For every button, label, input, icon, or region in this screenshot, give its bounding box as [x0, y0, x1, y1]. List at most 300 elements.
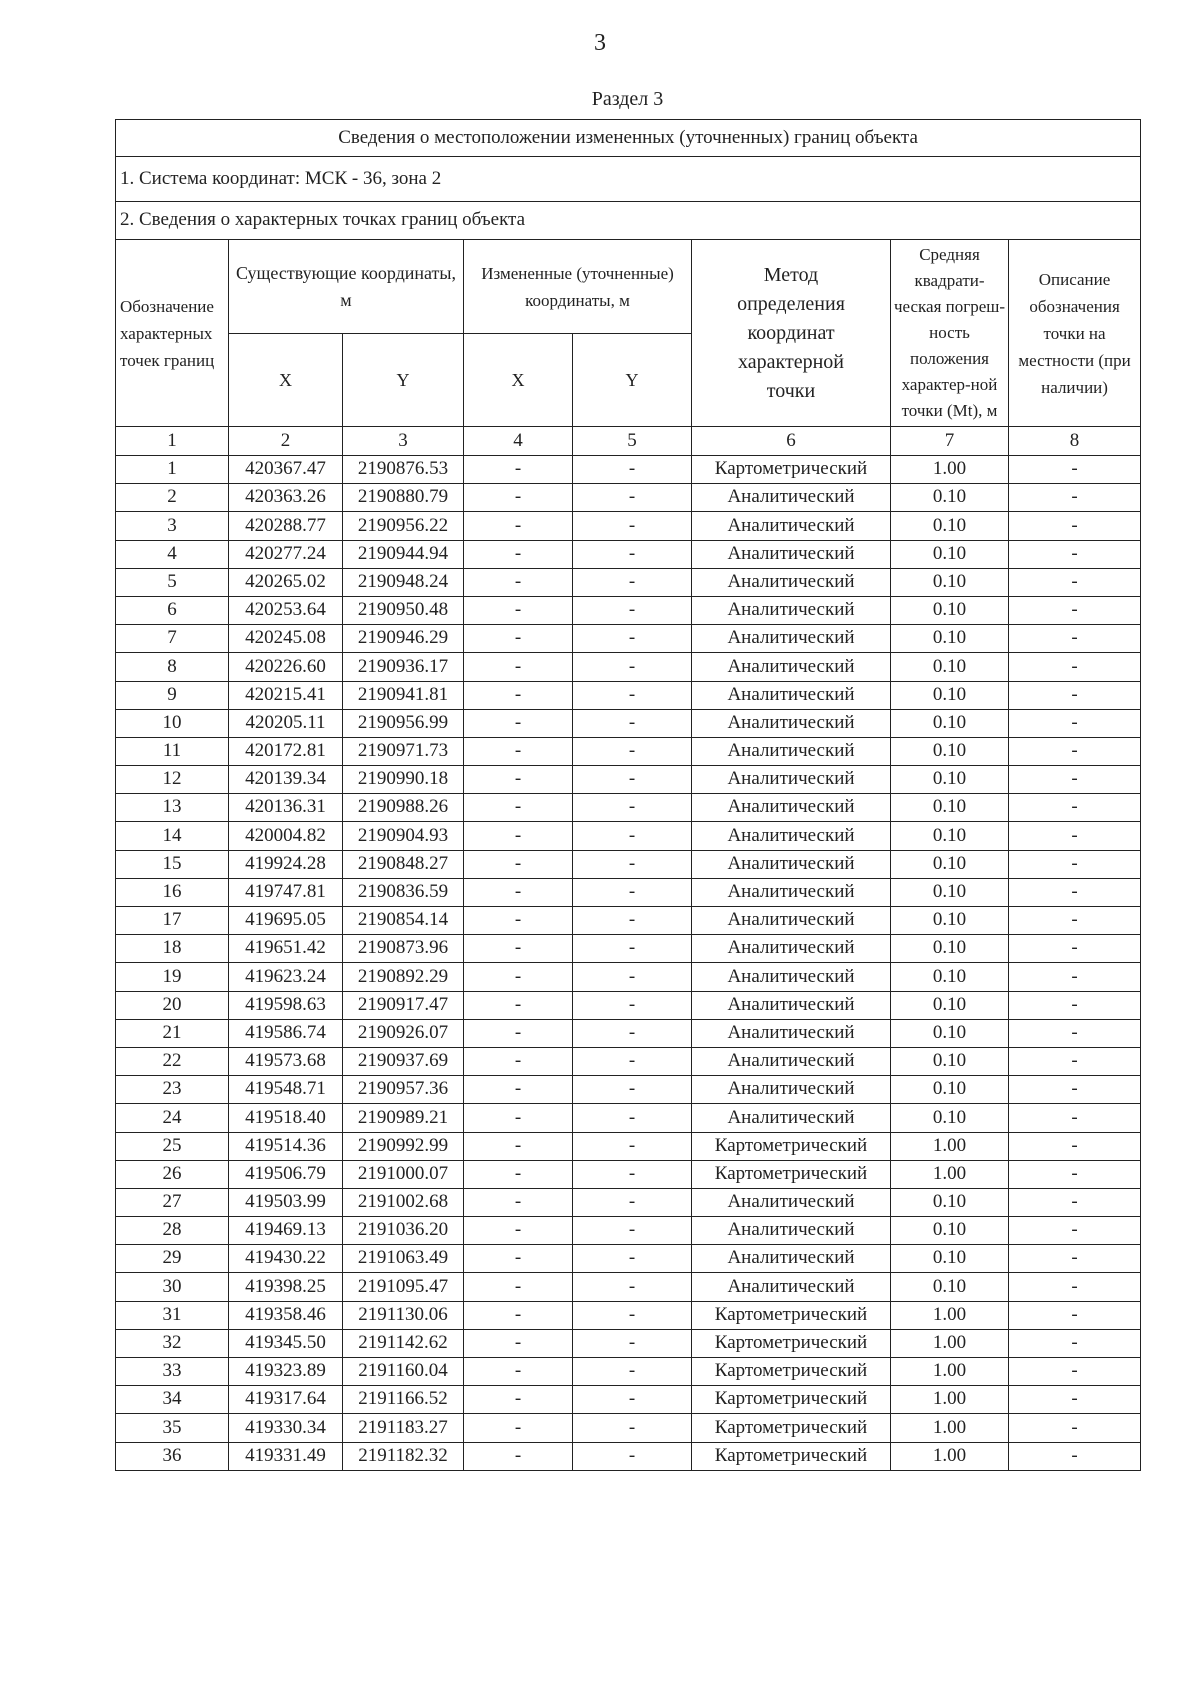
table-row: [116, 681, 1141, 709]
table-row: [116, 625, 1141, 653]
description-cell: -: [1009, 484, 1141, 512]
existing-x-cell: 419331.49: [229, 1442, 343, 1470]
point-id-cell: 32: [116, 1329, 229, 1357]
description-cell: -: [1009, 1160, 1141, 1188]
method-cell: Аналитический: [692, 1104, 891, 1132]
existing-y-cell: 2190937.69: [343, 1047, 464, 1075]
changed-y-cell: -: [573, 907, 692, 935]
existing-x-cell: 419651.42: [229, 935, 343, 963]
description-cell: -: [1009, 1273, 1141, 1301]
error-mt-cell: 0.10: [891, 963, 1009, 991]
existing-x-cell: 419695.05: [229, 907, 343, 935]
point-id-cell: 30: [116, 1273, 229, 1301]
changed-y-cell: -: [573, 1273, 692, 1301]
changed-x-cell: -: [464, 963, 573, 991]
table-row: [116, 822, 1141, 850]
changed-x-cell: -: [464, 1273, 573, 1301]
point-id-cell: 18: [116, 935, 229, 963]
changed-x-cell: -: [464, 1019, 573, 1047]
method-cell: Картометрический: [692, 1442, 891, 1470]
changed-y-cell: -: [573, 1414, 692, 1442]
method-cell: Аналитический: [692, 512, 891, 540]
table-row: [116, 850, 1141, 878]
method-cell: Аналитический: [692, 850, 891, 878]
point-id-cell: 34: [116, 1386, 229, 1414]
changed-y-cell: -: [573, 1132, 692, 1160]
existing-y-cell: 2191166.52: [343, 1386, 464, 1414]
table-row: [116, 540, 1141, 568]
changed-x-cell: -: [464, 822, 573, 850]
description-cell: -: [1009, 568, 1141, 596]
existing-x-cell: 419503.99: [229, 1188, 343, 1216]
existing-y-cell: 2190988.26: [343, 794, 464, 822]
description-cell: -: [1009, 596, 1141, 624]
method-cell: Аналитический: [692, 540, 891, 568]
error-mt-cell: 1.00: [891, 1414, 1009, 1442]
changed-x-cell: -: [464, 1160, 573, 1188]
existing-y-cell: 2190904.93: [343, 822, 464, 850]
error-mt-cell: 0.10: [891, 512, 1009, 540]
error-mt-cell: 1.00: [891, 1358, 1009, 1386]
changed-x-cell: -: [464, 596, 573, 624]
point-id-cell: 7: [116, 625, 229, 653]
existing-y-cell: 2190957.36: [343, 1076, 464, 1104]
description-cell: -: [1009, 737, 1141, 765]
method-cell: Аналитический: [692, 794, 891, 822]
changed-y-cell: -: [573, 681, 692, 709]
changed-x-cell: -: [464, 512, 573, 540]
changed-x-cell: -: [464, 1047, 573, 1075]
table-row: [116, 991, 1141, 1019]
existing-y-cell: 2190873.96: [343, 935, 464, 963]
column-number: 6: [692, 427, 891, 456]
table-row: [116, 1047, 1141, 1075]
existing-x-cell: 419345.50: [229, 1329, 343, 1357]
method-cell: Аналитический: [692, 1245, 891, 1273]
existing-x-cell: 419506.79: [229, 1160, 343, 1188]
description-cell: -: [1009, 1301, 1141, 1329]
method-cell: Картометрический: [692, 456, 891, 484]
table-row: [116, 512, 1141, 540]
point-id-cell: 15: [116, 850, 229, 878]
changed-x-cell: -: [464, 878, 573, 906]
table-row: [116, 1188, 1141, 1216]
method-cell: Картометрический: [692, 1301, 891, 1329]
method-cell: Аналитический: [692, 737, 891, 765]
changed-y-cell: -: [573, 963, 692, 991]
table-row: [116, 653, 1141, 681]
changed-x-cell: -: [464, 1414, 573, 1442]
point-id-cell: 21: [116, 1019, 229, 1047]
error-mt-cell: 0.10: [891, 540, 1009, 568]
changed-y-cell: -: [573, 1386, 692, 1414]
method-cell: Аналитический: [692, 822, 891, 850]
table-row: [116, 1414, 1141, 1442]
changed-y-cell: -: [573, 512, 692, 540]
error-mt-cell: 0.10: [891, 653, 1009, 681]
existing-x-cell: 420288.77: [229, 512, 343, 540]
table-row: [116, 1132, 1141, 1160]
description-cell: -: [1009, 822, 1141, 850]
method-cell: Аналитический: [692, 907, 891, 935]
existing-x-cell: 419747.81: [229, 878, 343, 906]
existing-x-cell: 420367.47: [229, 456, 343, 484]
existing-x-cell: 419430.22: [229, 1245, 343, 1273]
description-cell: -: [1009, 1245, 1141, 1273]
error-mt-cell: 0.10: [891, 1217, 1009, 1245]
table-row: [116, 935, 1141, 963]
changed-x-cell: -: [464, 1358, 573, 1386]
table-row: [116, 794, 1141, 822]
point-id-cell: 16: [116, 878, 229, 906]
header-description: Описание обозначения точки на местности (при наличии): [1009, 240, 1141, 427]
changed-y-cell: -: [573, 1104, 692, 1132]
error-mt-cell: 0.10: [891, 681, 1009, 709]
error-mt-cell: 1.00: [891, 1160, 1009, 1188]
description-cell: -: [1009, 794, 1141, 822]
existing-x-cell: 420253.64: [229, 596, 343, 624]
method-cell: Аналитический: [692, 878, 891, 906]
existing-x-cell: 420226.60: [229, 653, 343, 681]
existing-y-cell: 2191183.27: [343, 1414, 464, 1442]
existing-y-cell: 2190990.18: [343, 766, 464, 794]
method-cell: Аналитический: [692, 963, 891, 991]
error-mt-cell: 0.10: [891, 596, 1009, 624]
existing-x-cell: 420004.82: [229, 822, 343, 850]
changed-y-cell: -: [573, 709, 692, 737]
point-id-cell: 20: [116, 991, 229, 1019]
method-cell: Аналитический: [692, 1217, 891, 1245]
existing-x-cell: 420245.08: [229, 625, 343, 653]
point-id-cell: 3: [116, 512, 229, 540]
description-cell: -: [1009, 991, 1141, 1019]
changed-x-cell: -: [464, 709, 573, 737]
changed-y-cell: -: [573, 766, 692, 794]
existing-y-cell: 2190944.94: [343, 540, 464, 568]
error-mt-cell: 0.10: [891, 794, 1009, 822]
changed-y-cell: -: [573, 596, 692, 624]
changed-y-cell: -: [573, 1188, 692, 1216]
changed-y-cell: -: [573, 1301, 692, 1329]
changed-x-cell: -: [464, 653, 573, 681]
existing-x-cell: 419598.63: [229, 991, 343, 1019]
point-id-cell: 5: [116, 568, 229, 596]
existing-y-cell: 2191160.04: [343, 1358, 464, 1386]
method-cell: Аналитический: [692, 484, 891, 512]
column-number: 1: [116, 427, 229, 456]
existing-y-cell: 2190854.14: [343, 907, 464, 935]
existing-y-cell: 2190948.24: [343, 568, 464, 596]
point-id-cell: 33: [116, 1358, 229, 1386]
error-mt-cell: 0.10: [891, 1019, 1009, 1047]
changed-y-cell: -: [573, 1442, 692, 1470]
changed-x-cell: -: [464, 484, 573, 512]
existing-x-cell: 419518.40: [229, 1104, 343, 1132]
point-id-cell: 6: [116, 596, 229, 624]
method-cell: Аналитический: [692, 709, 891, 737]
changed-y-cell: -: [573, 1358, 692, 1386]
existing-x-cell: 419469.13: [229, 1217, 343, 1245]
changed-y-cell: -: [573, 822, 692, 850]
table-row: [116, 878, 1141, 906]
existing-x-cell: 420139.34: [229, 766, 343, 794]
existing-x-cell: 420172.81: [229, 737, 343, 765]
table-row: [116, 1217, 1141, 1245]
existing-x-cell: 420215.41: [229, 681, 343, 709]
changed-x-cell: -: [464, 568, 573, 596]
points-title: 2. Сведения о характерных точках границ объекта: [116, 202, 1141, 240]
description-cell: -: [1009, 540, 1141, 568]
description-cell: -: [1009, 709, 1141, 737]
existing-y-cell: 2190892.29: [343, 963, 464, 991]
method-cell: Картометрический: [692, 1358, 891, 1386]
changed-x-cell: -: [464, 1245, 573, 1273]
point-id-cell: 1: [116, 456, 229, 484]
table-row: [116, 1245, 1141, 1273]
changed-y-cell: -: [573, 625, 692, 653]
description-cell: -: [1009, 1076, 1141, 1104]
existing-y-cell: 2191142.62: [343, 1329, 464, 1357]
page-number: 3: [594, 30, 606, 56]
point-id-cell: 2: [116, 484, 229, 512]
changed-x-cell: -: [464, 991, 573, 1019]
changed-x-cell: -: [464, 737, 573, 765]
table-row: [116, 1301, 1141, 1329]
method-cell: Аналитический: [692, 1076, 891, 1104]
existing-x-cell: 419548.71: [229, 1076, 343, 1104]
existing-x-cell: 419358.46: [229, 1301, 343, 1329]
boundary-points-table: [115, 119, 1141, 1471]
existing-x-cell: 420265.02: [229, 568, 343, 596]
description-cell: -: [1009, 1329, 1141, 1357]
changed-x-cell: -: [464, 1132, 573, 1160]
method-cell: Картометрический: [692, 1414, 891, 1442]
error-mt-cell: 0.10: [891, 568, 1009, 596]
description-cell: -: [1009, 1442, 1141, 1470]
existing-y-cell: 2190941.81: [343, 681, 464, 709]
changed-y-cell: -: [573, 1245, 692, 1273]
column-number: 4: [464, 427, 573, 456]
method-cell: Аналитический: [692, 681, 891, 709]
existing-y-cell: 2190971.73: [343, 737, 464, 765]
description-cell: -: [1009, 850, 1141, 878]
changed-x-cell: -: [464, 540, 573, 568]
description-cell: -: [1009, 1358, 1141, 1386]
existing-y-cell: 2191036.20: [343, 1217, 464, 1245]
existing-x-cell: 419586.74: [229, 1019, 343, 1047]
error-mt-cell: 1.00: [891, 1386, 1009, 1414]
column-number: 7: [891, 427, 1009, 456]
error-mt-cell: 0.10: [891, 878, 1009, 906]
error-mt-cell: 1.00: [891, 456, 1009, 484]
error-mt-cell: 0.10: [891, 1273, 1009, 1301]
point-id-cell: 19: [116, 963, 229, 991]
changed-x-cell: -: [464, 1217, 573, 1245]
table-row: [116, 963, 1141, 991]
description-cell: -: [1009, 625, 1141, 653]
method-cell: Аналитический: [692, 991, 891, 1019]
existing-x-cell: 419323.89: [229, 1358, 343, 1386]
description-cell: -: [1009, 653, 1141, 681]
column-number: 3: [343, 427, 464, 456]
error-mt-cell: 0.10: [891, 1076, 1009, 1104]
header-existing-coords: Существующие координаты, м: [229, 240, 464, 334]
method-cell: Картометрический: [692, 1329, 891, 1357]
changed-x-cell: -: [464, 850, 573, 878]
existing-x-cell: 419317.64: [229, 1386, 343, 1414]
point-id-cell: 9: [116, 681, 229, 709]
error-mt-cell: 0.10: [891, 935, 1009, 963]
existing-y-cell: 2190917.47: [343, 991, 464, 1019]
existing-x-cell: 419514.36: [229, 1132, 343, 1160]
existing-y-cell: 2190956.99: [343, 709, 464, 737]
table-row: [116, 1160, 1141, 1188]
method-cell: Аналитический: [692, 568, 891, 596]
existing-x-cell: 419924.28: [229, 850, 343, 878]
existing-y-cell: 2190950.48: [343, 596, 464, 624]
error-mt-cell: 0.10: [891, 1188, 1009, 1216]
existing-y-cell: 2190876.53: [343, 456, 464, 484]
changed-y-cell: -: [573, 568, 692, 596]
table-row: [116, 1104, 1141, 1132]
existing-y-cell: 2190992.99: [343, 1132, 464, 1160]
changed-x-cell: -: [464, 1188, 573, 1216]
error-mt-cell: 1.00: [891, 1329, 1009, 1357]
description-cell: -: [1009, 1019, 1141, 1047]
existing-y-cell: 2190880.79: [343, 484, 464, 512]
changed-x-cell: -: [464, 907, 573, 935]
changed-y-cell: -: [573, 653, 692, 681]
point-id-cell: 25: [116, 1132, 229, 1160]
point-id-cell: 22: [116, 1047, 229, 1075]
changed-x-cell: -: [464, 1076, 573, 1104]
point-id-cell: 17: [116, 907, 229, 935]
changed-y-cell: -: [573, 1217, 692, 1245]
table-row: [116, 1358, 1141, 1386]
error-mt-cell: 0.10: [891, 737, 1009, 765]
description-cell: -: [1009, 1132, 1141, 1160]
description-cell: -: [1009, 1104, 1141, 1132]
point-id-cell: 26: [116, 1160, 229, 1188]
point-id-cell: 35: [116, 1414, 229, 1442]
existing-y-cell: 2190848.27: [343, 850, 464, 878]
changed-y-cell: -: [573, 850, 692, 878]
point-id-cell: 8: [116, 653, 229, 681]
changed-y-cell: -: [573, 737, 692, 765]
header-changed-x: X: [464, 334, 573, 427]
error-mt-cell: 1.00: [891, 1132, 1009, 1160]
error-mt-cell: 0.10: [891, 766, 1009, 794]
description-cell: -: [1009, 512, 1141, 540]
existing-y-cell: 2191000.07: [343, 1160, 464, 1188]
changed-x-cell: -: [464, 625, 573, 653]
table-row: [116, 766, 1141, 794]
table-row: [116, 484, 1141, 512]
method-cell: Аналитический: [692, 935, 891, 963]
error-mt-cell: 0.10: [891, 850, 1009, 878]
method-cell: Картометрический: [692, 1386, 891, 1414]
table-row: [116, 456, 1141, 484]
existing-x-cell: 420205.11: [229, 709, 343, 737]
point-id-cell: 28: [116, 1217, 229, 1245]
existing-y-cell: 2191002.68: [343, 1188, 464, 1216]
existing-x-cell: 420136.31: [229, 794, 343, 822]
description-cell: -: [1009, 1047, 1141, 1075]
point-id-cell: 36: [116, 1442, 229, 1470]
changed-y-cell: -: [573, 878, 692, 906]
changed-y-cell: -: [573, 1329, 692, 1357]
table-row: [116, 709, 1141, 737]
existing-y-cell: 2190926.07: [343, 1019, 464, 1047]
description-cell: -: [1009, 907, 1141, 935]
coord-system: 1. Система координат: МСК - 36, зона 2: [116, 157, 1141, 202]
table-row: [116, 596, 1141, 624]
description-cell: -: [1009, 935, 1141, 963]
table-row: [116, 907, 1141, 935]
changed-y-cell: -: [573, 935, 692, 963]
point-id-cell: 13: [116, 794, 229, 822]
method-cell: Картометрический: [692, 1160, 891, 1188]
point-id-cell: 31: [116, 1301, 229, 1329]
error-mt-cell: 0.10: [891, 709, 1009, 737]
point-id-cell: 23: [116, 1076, 229, 1104]
method-cell: Аналитический: [692, 625, 891, 653]
point-id-cell: 24: [116, 1104, 229, 1132]
changed-y-cell: -: [573, 1019, 692, 1047]
header-designation: Обозначение характерных точек границ: [116, 240, 229, 427]
changed-x-cell: -: [464, 1386, 573, 1414]
point-id-cell: 4: [116, 540, 229, 568]
changed-y-cell: -: [573, 540, 692, 568]
existing-x-cell: 419573.68: [229, 1047, 343, 1075]
existing-y-cell: 2191063.49: [343, 1245, 464, 1273]
error-mt-cell: 0.10: [891, 1047, 1009, 1075]
changed-x-cell: -: [464, 794, 573, 822]
method-cell: Аналитический: [692, 596, 891, 624]
method-cell: Аналитический: [692, 1047, 891, 1075]
error-mt-cell: 0.10: [891, 822, 1009, 850]
description-cell: -: [1009, 681, 1141, 709]
changed-y-cell: -: [573, 1076, 692, 1104]
header-existing-x: X: [229, 334, 343, 427]
existing-x-cell: 419330.34: [229, 1414, 343, 1442]
header-existing-y: Y: [343, 334, 464, 427]
existing-x-cell: 419398.25: [229, 1273, 343, 1301]
description-cell: -: [1009, 878, 1141, 906]
description-cell: -: [1009, 766, 1141, 794]
description-cell: -: [1009, 1217, 1141, 1245]
point-id-cell: 12: [116, 766, 229, 794]
error-mt-cell: 1.00: [891, 1301, 1009, 1329]
existing-y-cell: 2190956.22: [343, 512, 464, 540]
changed-x-cell: -: [464, 766, 573, 794]
description-cell: -: [1009, 963, 1141, 991]
changed-y-cell: -: [573, 991, 692, 1019]
column-number: 8: [1009, 427, 1141, 456]
changed-y-cell: -: [573, 1047, 692, 1075]
error-mt-cell: 0.10: [891, 991, 1009, 1019]
existing-y-cell: 2191182.32: [343, 1442, 464, 1470]
error-mt-cell: 0.10: [891, 1104, 1009, 1132]
table-row: [116, 1273, 1141, 1301]
existing-y-cell: 2191130.06: [343, 1301, 464, 1329]
column-number: 2: [229, 427, 343, 456]
error-mt-cell: 0.10: [891, 907, 1009, 935]
existing-x-cell: 420277.24: [229, 540, 343, 568]
point-id-cell: 11: [116, 737, 229, 765]
changed-x-cell: -: [464, 681, 573, 709]
changed-x-cell: -: [464, 1301, 573, 1329]
